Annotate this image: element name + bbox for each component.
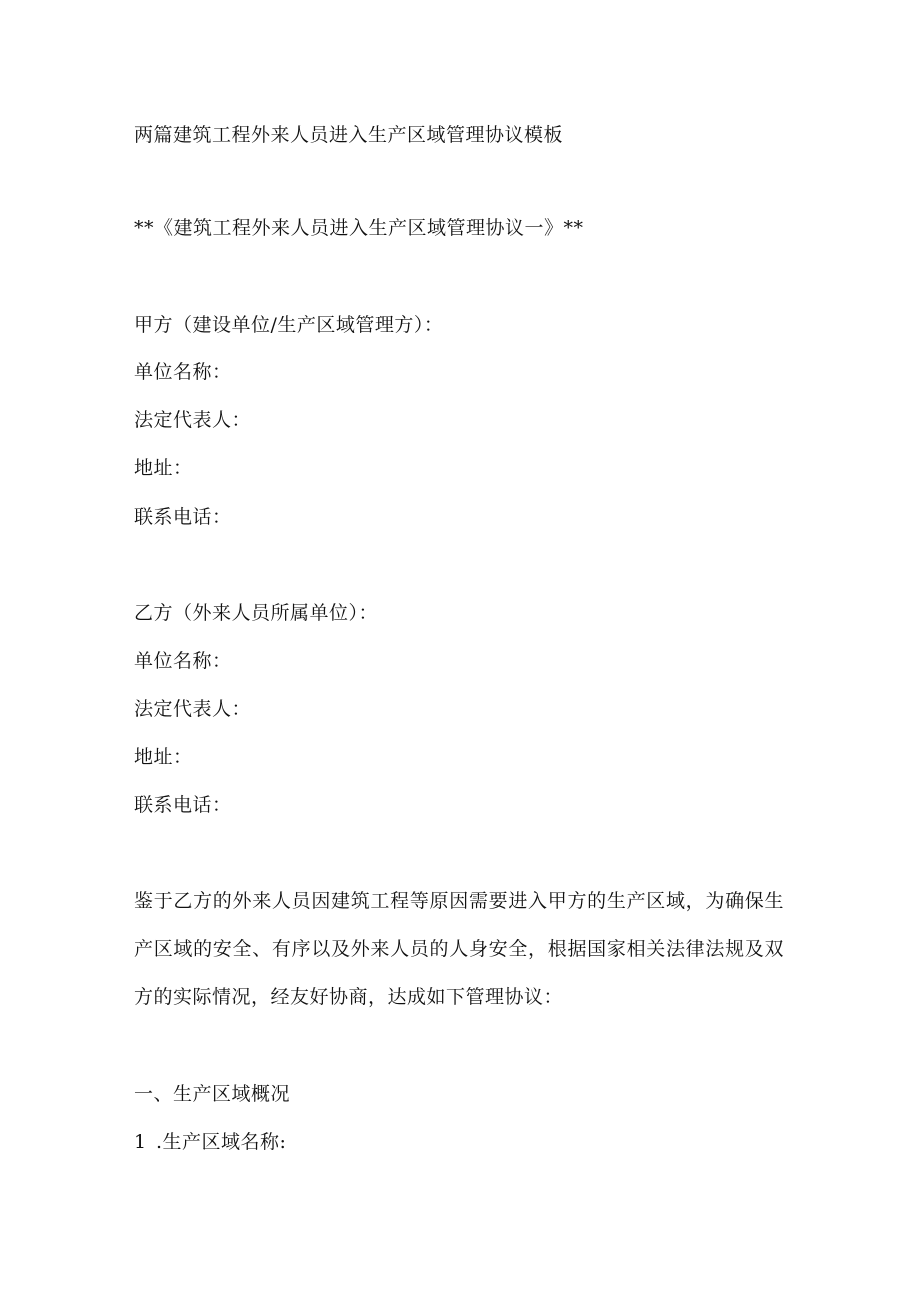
party-a-address-label: 地址：: [134, 457, 193, 479]
party-a-phone-label: 联系电话：: [134, 506, 232, 528]
preamble-paragraph: 鉴于乙方的外来人员因建筑工程等原因需要进入甲方的生产区域，为确保生产区域的安全、有序以及外来人员的人身安全，根据国家相关法律法规及双方的实际情况，经友好协商，达成如下管理协议：: [134, 890, 784, 1008]
party-a-legal-rep-label: 法定代表人：: [134, 409, 252, 431]
document-title: 两篇建筑工程外来人员进入生产区域管理协议模板: [134, 124, 564, 146]
party-b-legal-rep-label: 法定代表人：: [134, 698, 252, 720]
party-a-heading: 甲方（建设单位/生产区域管理方）：: [134, 314, 444, 336]
party-b-unit-name-label: 单位名称：: [134, 650, 232, 672]
section-1-item-1: [134, 1130, 286, 1154]
party-b-address-label: 地址：: [134, 746, 193, 768]
section-1-heading: 一、生产区域概况: [134, 1083, 291, 1105]
party-b-phone-label: 联系电话：: [134, 794, 232, 816]
item-text: .生产区域名称:: [156, 1131, 287, 1153]
party-a-unit-name-label: 单位名称：: [134, 361, 232, 383]
agreement-subtitle: **《建筑工程外来人员进入生产区域管理协议一》**: [134, 217, 584, 239]
item-number: 1: [134, 1131, 147, 1153]
party-b-heading: 乙方（外来人员所属单位）：: [134, 602, 379, 624]
